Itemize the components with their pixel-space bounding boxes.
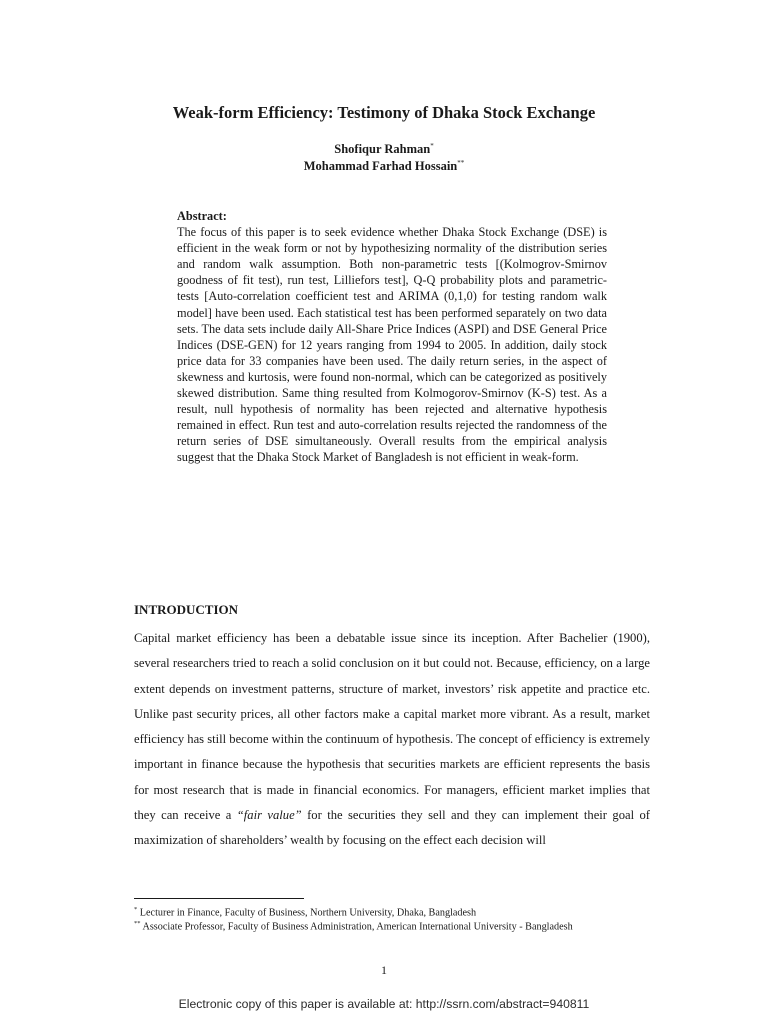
introduction-body <box>134 626 650 854</box>
paper-title: Weak-form Efficiency: Testimony of Dhaka Stock Exchange <box>172 103 596 122</box>
author-footnote-mark: * <box>430 142 434 150</box>
footnote-mark: * <box>134 906 138 913</box>
abstract-section <box>177 208 607 466</box>
ssrn-notice: Electronic copy of this paper is available at: http://ssrn.com/abstract=940811 <box>178 997 590 1011</box>
footnote-1 <box>134 906 734 918</box>
intro-text-before: Capital market efficiency has been a debatable issue since its inception. After Bachelier (1900), several researchers tried to reach a solid conclusion on it but could not. Because, efficiency, on a large extent depends on investment patterns, structure of market, investors’ risk appetite and practice etc. Unlike past security prices, all other factors make a capital market more vibrant. As a result, market efficiency has still become within the continuum of hypothesis. The concept of efficiency is extremely important in finance because the hypothesis that securities markets are efficient represents the basis for most research that is made in financial economics. For managers, efficient market implies that they can receive a <box>134 631 650 823</box>
footnote-text: Associate Professor, Faculty of Business Administration, American International University - Bangladesh <box>140 921 573 933</box>
abstract-heading: Abstract: <box>177 209 227 223</box>
footnote-mark: ** <box>134 920 141 927</box>
footnote-text: Lecturer in Finance, Faculty of Business, Northern University, Dhaka, Bangladesh <box>137 907 477 919</box>
footnote-2 <box>134 920 734 932</box>
author-name: Mohammad Farhad Hossain <box>303 159 458 174</box>
intro-emphasis: “fair value” <box>236 808 302 823</box>
footnote-divider <box>134 898 304 899</box>
intro-text-after: for the securities they sell and they can implement their goal of maximization of shareholders’ wealth by focusing on the effect each decision will <box>134 808 650 848</box>
introduction-heading: INTRODUCTION <box>134 602 239 617</box>
author-1 <box>0 142 768 157</box>
abstract-body: The focus of this paper is to seek evidence whether Dhaka Stock Exchange (DSE) is efficient in the weak form or not by hypothesizing normality of the distribution series and random walk assumption. Both non-parametric tests [(Kolmogrov-Smirnov goodness of fit test), run test, Lilliefors test], Q-Q probability plots and parametric-tests [Auto-correlation coefficient test and ARIMA (0,1,0) for testing random walk model] have been used. Each statistical test has been performed separately on two data sets. The data sets include daily All-Share Price Indices (ASPI) and DSE General Price Indices (DSE-GEN) for 12 years ranging from 1994 to 2005. In addition, daily stock price data for 33 companies have been used. The daily return series, in the aspect of skewness and kurtosis, were found non-normal, which can be categorized as positively skewed distribution. Same thing resulted from Kolmogorov-Smirnov (K-S) test. As a result, null hypothesis of normality has been rejected and alternative hypothesis remained in effect. Run test and auto-correlation results rejected the randomness of the return series of DSE simultaneously. Overall results from the empirical analysis suggest that the Dhaka Stock Market of Bangladesh is not efficient in weak-form. <box>177 225 607 465</box>
author-2 <box>0 159 768 174</box>
page-number: 1 <box>381 963 387 977</box>
author-footnote-mark: ** <box>457 159 465 167</box>
author-name: Shofiqur Rahman <box>334 142 431 157</box>
